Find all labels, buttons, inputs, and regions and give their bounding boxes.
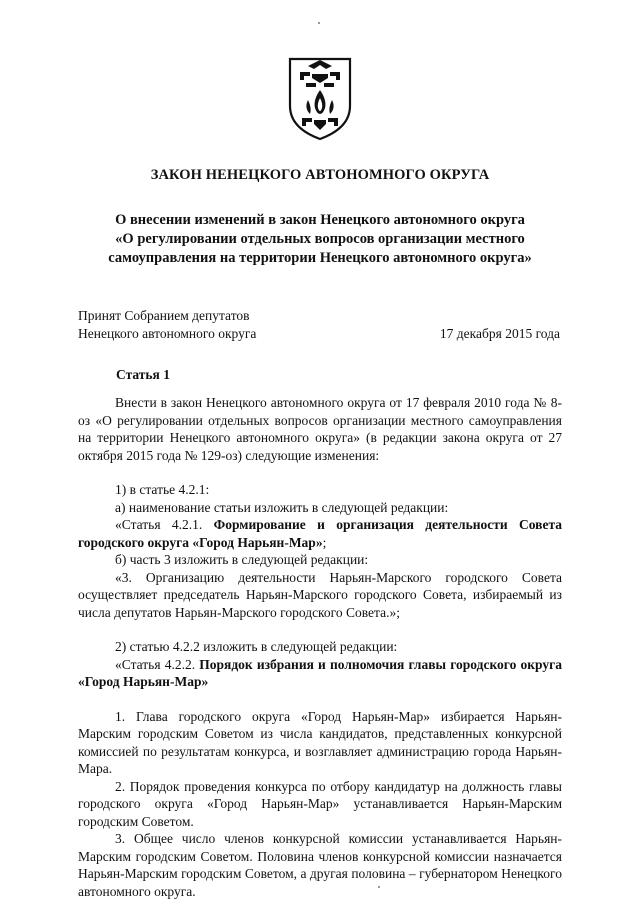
article-name-bold: Порядок избрания и полномочия главы городского округа «Город Нарьян-Мар» <box>78 656 562 689</box>
scan-speck <box>378 886 380 888</box>
amendment-item-1: 1) в статье 4.2.1: <box>115 482 210 497</box>
clause-1: 1. Глава городского округа «Город Нарьян-Мар» избирается Нарьян-Марским городским Советом из числа кандидатов, представленных конкурсной комиссией по результатам конкурса, и возглавляет администрацию города Нарьян-Мара. <box>78 708 562 776</box>
document-subtitle <box>60 211 580 268</box>
amendment-subitem-b: б) часть 3 изложить в следующей редакции: <box>115 552 369 567</box>
adoption-line: Принят Собранием депутатов <box>78 308 250 323</box>
article-prefix: «Статья 4.2.1. <box>115 517 214 532</box>
article-body <box>78 394 562 900</box>
part-3-text: «3. Организацию деятельности Нарьян-Марского городского Совета осуществляет председатель Нарьян-Марского городского Совета, избираемый из числа депутатов Нарьян-Марского городского Совета.»; <box>78 569 562 620</box>
scan-speck <box>318 22 320 24</box>
article-heading: Статья 1 <box>116 367 170 382</box>
adoption-line: Ненецкого автономного округа <box>78 326 257 341</box>
document-title: ЗАКОН НЕНЕЦКОГО АВТОНОМНОГО ОКРУГА <box>150 167 490 183</box>
article-intro: Внести в закон Ненецкого автономного округа от 17 февраля 2010 года № 8-оз «О регулировании отдельных вопросов организации местного самоуправления на территории Ненецкого автономного округа» (в редакции закона округа от 27 октября 2015 года № 129-оз) следующие изменения: <box>78 395 562 463</box>
article-4-2-2-title <box>78 656 562 691</box>
subtitle-line: О внесении изменений в закон Ненецкого автономного округа <box>115 212 525 228</box>
article-4-2-1-title <box>78 516 562 551</box>
adoption-statement <box>78 307 256 343</box>
adoption-date: 17 декабря 2015 года <box>439 326 560 341</box>
amendment-subitem-a: а) наименование статьи изложить в следующей редакции: <box>115 499 449 515</box>
article-prefix: «Статья 4.2.2. <box>115 656 200 672</box>
article-name-bold: Формирование и организация деятельности Совета городского округа «Город Нарьян-Мар» <box>78 517 562 550</box>
clause-2: 2. Порядок проведения конкурса по отбору кандидатур на должность главы городского округа «Город Нарьян-Мар» устанавливается Нарьян-Марским городским Советом. <box>78 778 562 829</box>
coat-of-arms-emblem <box>286 56 354 142</box>
subtitle-line: самоуправления на территории Ненецкого автономного округа» <box>108 250 532 266</box>
amendment-item-2: 2) статью 4.2.2 изложить в следующей редакции: <box>115 639 398 654</box>
article-suffix: ; <box>322 534 327 550</box>
subtitle-line: «О регулировании отдельных вопросов организации местного <box>115 231 525 247</box>
clause-3: 3. Общее число членов конкурсной комиссии устанавливается Нарьян-Марским городским Советом. Половина членов конкурсной комиссии назначается Нарьян-Марским городским Советом, а другая половина – губернатором Ненецкого автономного округа. <box>78 831 562 899</box>
